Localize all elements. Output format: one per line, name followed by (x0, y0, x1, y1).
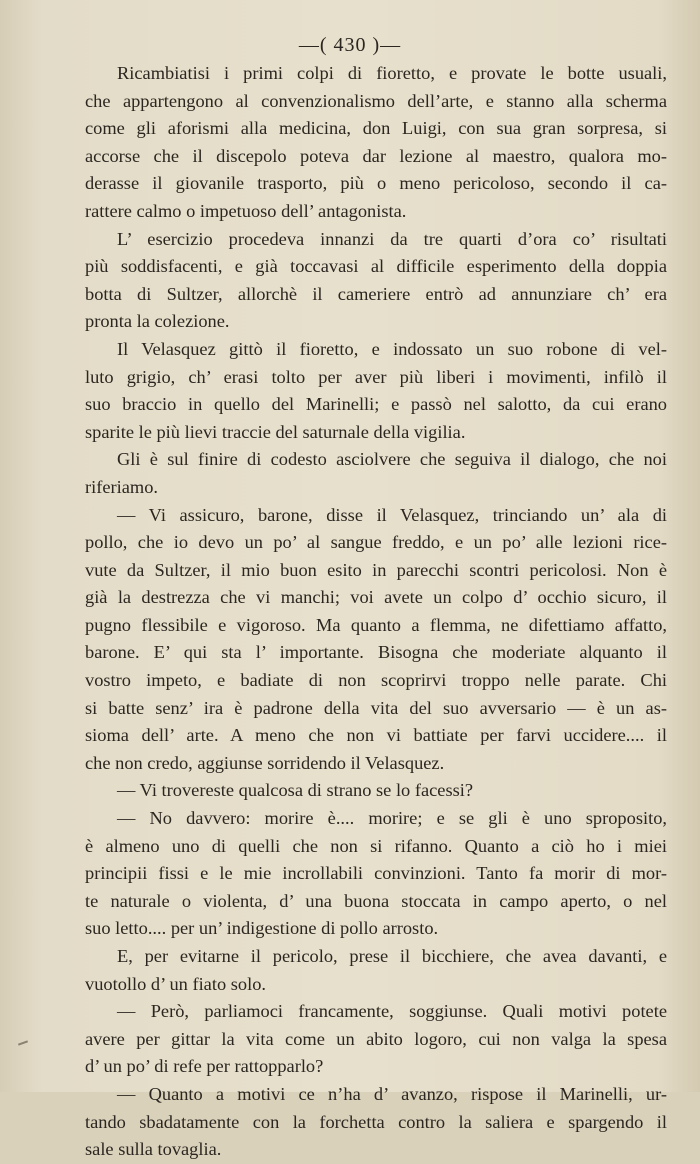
text-line: — Vi trovereste qualcosa di strano se lo facessi? (117, 780, 474, 801)
text-line: — Però, parliamoci francamente, soggiunse. Quali motivi potete (117, 1001, 667, 1022)
paragraph (85, 998, 667, 1081)
text-line: — No davvero: morire è.... morire; e se gli è uno sproposito, (117, 808, 667, 829)
text-line: riferiamo. (85, 476, 159, 497)
paragraph (85, 1081, 667, 1164)
text-line: — Quanto a motivi ce n’ha d’ avanzo, rispose il Marinelli, ur- (117, 1083, 667, 1104)
text-line: principii fissi e le mie incrollabili convinzioni. Tanto fa morir di mor- (85, 863, 667, 884)
paragraph (85, 60, 667, 226)
text-line: rattere calmo o impetuoso dell’ antagonista. (85, 200, 407, 221)
text-line: sioma dell’ arte. A meno che non vi battiate per farvi uccidere.... il (85, 725, 667, 746)
text-line: più soddisfacenti, e già toccavasi al difficile esperimento della doppia (85, 256, 667, 277)
text-line: tando sbadatamente con la forchetta contro la saliera e spargendo il (85, 1111, 667, 1132)
text-line: come gli aforismi alla medicina, don Luigi, con sua gran sorpresa, si (85, 118, 667, 139)
text-line: pollo, che io devo un po’ al sangue freddo, e un po’ alle lezioni rice- (85, 532, 667, 553)
paragraph (85, 502, 667, 778)
text-line: derasse il giovanile trasporto, più o meno pericoloso, secondo il ca- (85, 173, 667, 194)
text-line: vute da Sultzer, il mio buon esito in parecchi scontri pericolosi. Non è (85, 559, 667, 580)
paragraph (85, 943, 667, 998)
text-line: Il Velasquez gittò il fioretto, e indossato un suo robone di vel- (117, 338, 667, 359)
paragraph (85, 805, 667, 943)
text-line: accorse che il discepolo poteva dar lezione al maestro, qualora mo- (85, 145, 667, 166)
text-line: pronta la colezione. (85, 311, 230, 332)
text-line: suo letto.... per un’ indigestione di pollo arrosto. (85, 918, 439, 939)
paragraph (85, 446, 667, 501)
page-number: —( 430 )— (298, 34, 402, 56)
text-line: Ricambiatisi i primi colpi di fioretto, e provate le botte usuali, (117, 63, 667, 83)
text-line: suo braccio in quello del Marinelli; e passò nel salotto, da cui erano (85, 394, 667, 415)
text-line: che non credo, aggiunse sorridendo il Velasquez. (85, 752, 445, 773)
paragraph (85, 226, 667, 336)
text-line: barone. E’ qui sta l’ importante. Bisogna che moderiate alquanto il (85, 642, 667, 663)
text-line: Gli è sul finire di codesto asciolvere che seguiva il dialogo, che noi (117, 449, 667, 470)
text-line: vuotollo d’ un fiato solo. (85, 973, 266, 994)
body-text (85, 60, 667, 1164)
text-line: L’ esercizio procedeva innanzi da tre quarti d’ora co’ risultati (117, 228, 667, 249)
text-line: te naturale o violenta, d’ una buona stoccata in campo aperto, o nel (85, 890, 667, 911)
margin-pencil-mark (18, 1040, 28, 1045)
text-line: botta di Sultzer, allorchè il cameriere entrò ad annunziare ch’ era (85, 283, 667, 304)
text-line: vostro impeto, e badiate di non scoprirvi troppo nelle parate. Chi (85, 670, 667, 691)
text-line: — Vi assicuro, barone, disse il Velasquez, trinciando un’ ala di (117, 504, 667, 525)
text-line: E, per evitarne il pericolo, prese il bicchiere, che avea davanti, e (117, 946, 667, 966)
text-line: d’ un po’ di refe per rattopparlo? (85, 1056, 324, 1077)
text-line: sparite le più lievi traccie del saturnale della vigilia. (85, 421, 466, 442)
paragraph (85, 336, 667, 446)
text-line: pugno flessibile e vigoroso. Ma quanto a flemma, ne difettiamo affatto, (85, 614, 667, 635)
text-line: si batte senz’ ira è padrone della vita del suo avversario — è un as- (85, 697, 667, 718)
text-line: è almeno uno di quelli che non si rifanno. Quanto a ciò ho i miei (85, 835, 667, 856)
text-line: luto grigio, ch’ erasi tolto per aver più liberi i movimenti, infilò il (85, 366, 667, 387)
text-line: già la destrezza che vi manchi; voi avete un colpo d’ occhio sicuro, il (85, 587, 667, 608)
paragraph (85, 777, 667, 805)
text-line: che appartengono al convenzionalismo dell’arte, e stanno alla scherma (85, 90, 667, 111)
text-line: avere per gittar la vita come un abito logoro, cui non valga la spesa (85, 1028, 667, 1049)
text-line: sale sulla tovaglia. (85, 1139, 222, 1160)
